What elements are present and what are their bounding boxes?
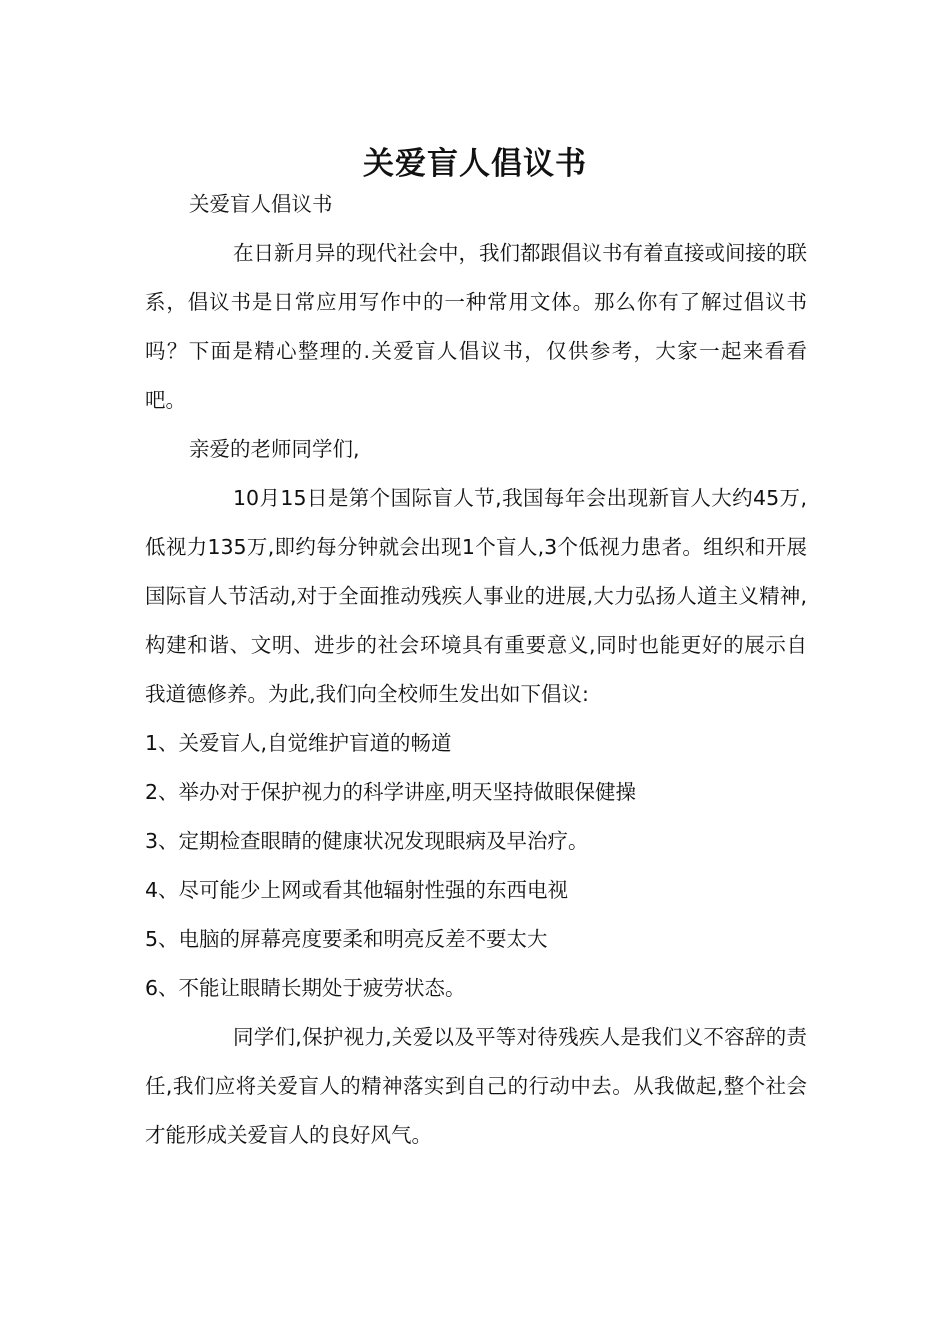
proposal-item-6: 6、不能让眼睛长期处于疲劳状态。 (145, 976, 466, 1000)
proposal-item-5: 5、电脑的屏幕亮度要柔和明亮反差不要太大 (145, 927, 548, 951)
closing-paragraph: 同学们,保护视力,关爱以及平等对待残疾人是我们义不容辞的责任,我们应将关爱盲人的精神落实到自己的行动中去。从我做起,整个社会才能形成关爱盲人的良好风气。 (145, 1025, 807, 1147)
intro-paragraph: 在日新月异的现代社会中，我们都跟倡议书有着直接或间接的联系，倡议书是日常应用写作中的一种常用文体。那么你有了解过倡议书吗？下面是精心整理的.关爱盲人倡议书，仅供参考，大家一起来看看吧。 (145, 241, 807, 412)
proposal-item-3: 3、定期检查眼睛的健康状况发现眼病及早治疗。 (145, 829, 589, 853)
document-body (145, 180, 807, 1160)
subtitle: 关爱盲人倡议书 (189, 192, 333, 216)
proposal-item-4: 4、尽可能少上网或看其他辐射性强的东西电视 (145, 878, 569, 902)
proposal-item-1: 1、关爱盲人,自觉维护盲道的畅道 (145, 731, 452, 755)
document-title: 关爱盲人倡议书 (363, 145, 587, 182)
proposal-item-2: 2、举办对于保护视力的科学讲座,明天坚持做眼保健操 (145, 780, 637, 804)
greeting: 亲爱的老师同学们, (189, 437, 360, 461)
main-paragraph: 10月15日是第个国际盲人节,我国每年会出现新盲人大约45万,低视力135万,即约每分钟就会出现1个盲人,3个低视力患者。组织和开展国际盲人节活动,对于全面推动残疾人事业的进展,大力弘扬人道主义精神,构建和谐、文明、进步的社会环境具有重要意义,同时也能更好的展示自我道德修养。为此,我们向全校师生发出如下倡议: (145, 486, 807, 706)
